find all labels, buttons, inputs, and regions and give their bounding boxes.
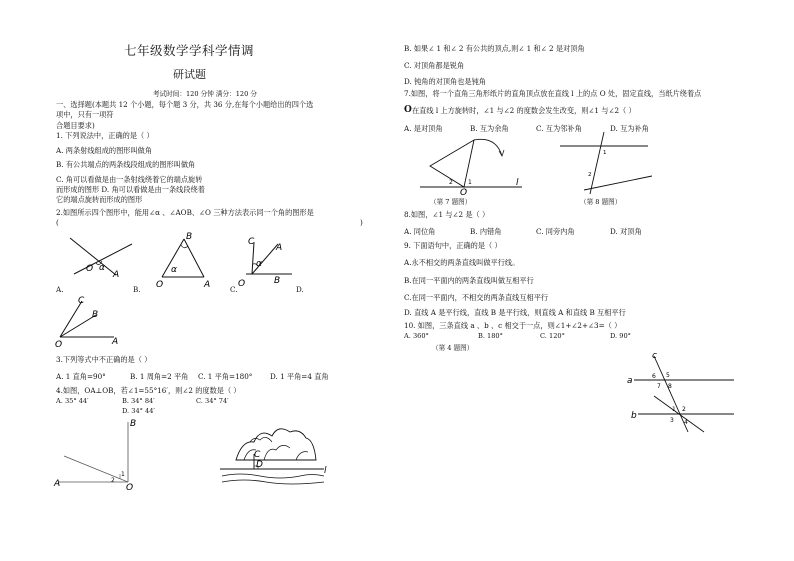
fig7-caption: （第 7 题图） [430, 198, 472, 206]
q1-option-c-cont: 而形成的图形 D. 角可以看做是由一条线段绕着 [56, 185, 205, 194]
fig4-a: A [54, 479, 61, 489]
fig4-o: O [126, 483, 134, 493]
q2-option-a: A. [56, 285, 64, 294]
q9-option-b: B.在同一平面内的两条直线叫做互相平行 [404, 276, 534, 285]
fig10-1: 1 [672, 406, 676, 413]
question-1: 1. 下列说法中，正确的是（ ） [56, 131, 154, 140]
q7-figure [404, 132, 534, 202]
section-heading-3: 合题目要求) [56, 121, 95, 130]
question-10: 10. 如图，三条直线 a 、b 、c 相交于一点，则∠1+∠2+∠3=（ ） [404, 321, 622, 330]
question-3: 3.下列等式中不正确的是（ ） [56, 355, 152, 364]
river-figure [220, 420, 330, 495]
fig2b-b: B [186, 232, 193, 242]
section-heading-2: 项中，只有一项符 [56, 110, 114, 119]
q9-option-c: C.在同一平面内，不相交的两条直线互相平行 [404, 293, 549, 302]
exam-title: 七年级数学学科学情调 [124, 43, 255, 58]
fig4-caption: （第 4 题图） [432, 344, 474, 352]
q8-option-c: C. 同旁内角 [536, 227, 575, 236]
fig2c-a: A [276, 243, 283, 253]
q3-option-c: C. 1 平角=180° [198, 372, 253, 381]
q7-option-b: B. 互为余角 [470, 124, 509, 133]
fig4-b: B [130, 419, 137, 429]
fig10-2: 2 [682, 406, 686, 413]
question-9: 9. 下面语句中，正确的是（ ） [404, 241, 502, 250]
fig10-a: a [627, 376, 633, 386]
exam-subtitle: 研试题 [173, 68, 206, 81]
fig4-1: 1 [121, 471, 125, 478]
q7-option-c: C. 互为邻补角 [536, 124, 582, 133]
q6-option-d: D. 钝角的对顶角也是钝角 [404, 77, 486, 86]
fig2a-alpha: α [99, 263, 105, 273]
fig2a-o: O [86, 264, 94, 274]
q7-option-a: A. 是对顶角 [404, 124, 443, 133]
fig7-1: 1 [468, 179, 472, 186]
fig2b-a: A [204, 280, 211, 290]
q3-option-b: B. 1 周角=2 平角 [130, 372, 189, 381]
river-l: l [324, 466, 327, 476]
fig2d-o: O [55, 340, 63, 350]
q2-paren-close: ) [360, 218, 363, 227]
q4-option-a: A. 35° 44′ [56, 397, 89, 405]
fig8-1: 1 [603, 150, 607, 156]
river-d: D [256, 460, 263, 470]
q4-option-c: C. 34° 74′ [196, 397, 229, 405]
fig2d-b: B [92, 310, 99, 320]
q4-option-d: D. 34° 44′ [122, 407, 155, 415]
q10-option-a: A. 360° [404, 332, 429, 340]
question-4: 4.如图，OA⊥OB，若∠1=55°16′，则∠2 的度数是（ ） [56, 386, 241, 395]
fig2a-a: A [113, 270, 120, 280]
q2-option-d: D. [296, 285, 304, 294]
fig10-5: 5 [666, 372, 670, 379]
q3-option-d: D. 1 平角=4 直角 [270, 372, 329, 381]
exam-info: 考试时间：120 分钟 满分：120 分 [153, 90, 257, 98]
q1-option-d-cont: 它的端点旋转而形成的图形 [56, 195, 143, 204]
q2-figure-d [54, 295, 124, 350]
fig10-8: 8 [668, 383, 672, 390]
fig10-7: 7 [657, 383, 661, 390]
fig2c-alpha: α [256, 259, 262, 269]
fig2d-a: A [112, 337, 119, 347]
q1-option-b: B. 有公共端点的两条线段组成的图形叫做角 [56, 160, 196, 169]
fig2c-o: O [238, 279, 246, 289]
fig8-2: 2 [588, 172, 592, 178]
fig10-3: 3 [670, 417, 674, 424]
question-7-cont: 在直线 l 上方旋转时，∠1 与∠2 的度数会发生改变，则∠1 与∠2（ ） [412, 106, 636, 115]
q2-option-b: B. [133, 285, 141, 294]
q6-option-b: B. 如果∠ 1 和∠ 2 有公共的顶点,则∠ 1 和∠ 2 是对顶角 [404, 44, 585, 53]
fig8-caption: （第 8 题图） [580, 198, 622, 206]
fig10-4: 4 [684, 419, 688, 426]
q7-option-d: D. 互为补角 [610, 124, 649, 133]
fig10-b: b [631, 411, 637, 421]
q9-option-d: D. 直线 A 是平行线，直线 B 是平行线，则直线 A 和直线 B 互相平行 [404, 308, 626, 317]
q10-option-d: D. 90° [610, 332, 631, 340]
q8-option-b: B. 内错角 [470, 227, 502, 236]
q1-option-a: A. 两条射线组成的图形叫做角 [56, 146, 153, 155]
river-c: C [254, 450, 261, 460]
section-heading: 一、选择题(本题共 12 个小题，每个题 3 分，共 36 分,在每个小题给出的四个选 [56, 100, 314, 109]
fig2b-alpha: α [171, 265, 177, 275]
question-7-o: O [404, 105, 412, 115]
q9-option-a: A.永不相交的两条直线叫做平行线。 [404, 258, 520, 267]
q2-figure-a [66, 230, 136, 285]
q4-figure [56, 418, 146, 493]
q6-option-c: C. 对顶角都是锐角 [404, 61, 465, 70]
q8-option-d: D. 对顶角 [610, 227, 642, 236]
q2-figure-b [148, 229, 218, 289]
q3-option-a: A. 1 直角=90° [56, 372, 106, 381]
fig10-c: c [652, 351, 657, 361]
fig2b-o: O [156, 280, 164, 290]
q2-option-c: C. [230, 285, 238, 294]
q2-paren-open: ( [56, 218, 59, 227]
q8-figure [554, 132, 654, 202]
fig2c-b: B [274, 276, 281, 286]
q8-option-a: A. 同位角 [404, 227, 436, 236]
fig10-6: 6 [652, 373, 656, 380]
question-8: 8.如图，∠1 与∠2 是（ ） [404, 210, 490, 219]
q1-option-c: C. 角可以看做是由一条射线绕着它的端点旋转 [56, 175, 203, 184]
fig2d-c: C [78, 296, 85, 306]
fig2c-c: C [248, 237, 255, 247]
q2-figure-c [230, 230, 300, 290]
q10-option-b: B. 180° [478, 332, 503, 340]
fig7-o: O [460, 188, 468, 198]
fig4-2: 2 [111, 477, 115, 484]
q4-option-b: B. 34° 84′ [122, 397, 155, 405]
fig7-l: l [516, 178, 519, 188]
fig7-2: 2 [449, 179, 453, 186]
question-7: 7.如图，将一个直角三角形纸片的直角顶点放在直线 l 上的点 O 处，固定直线，当纸片绕着点 [404, 89, 702, 98]
q10-figure [624, 352, 744, 437]
question-2: 2.如图所示四个图形中，能用∠α 、∠AOB、∠O 三种方法表示同一个角的图形是 [56, 208, 314, 217]
q10-option-c: C. 120° [540, 332, 565, 340]
